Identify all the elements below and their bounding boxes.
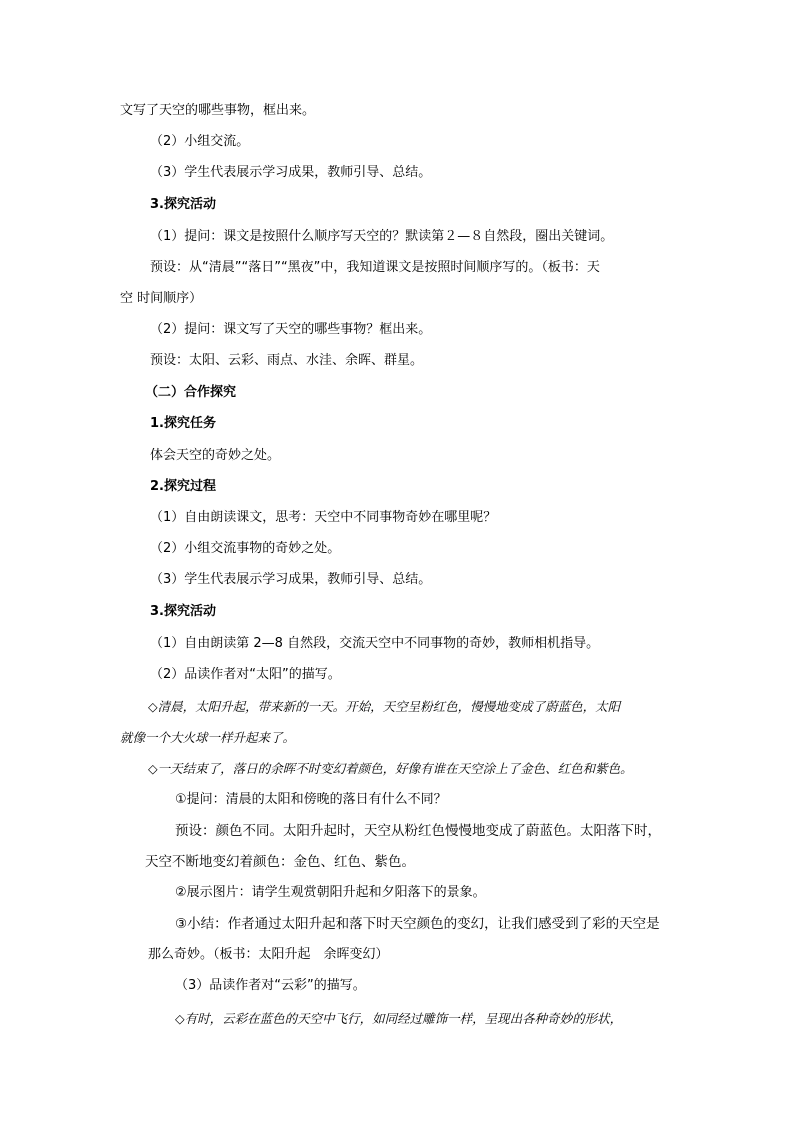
quote-line: ◇清晨，太阳升起，带来新的一天。开始，天空呈粉红色，慢慢地变成了蔚蓝色，太阳 (148, 699, 621, 714)
text-line: 预设：颜色不同。太阳升起时，天空从粉红色慢慢地变成了蔚蓝色。太阳落下时， (175, 823, 661, 839)
text-line: （2）提问：课文写了天空的哪些事物？框出来。 (150, 322, 432, 337)
text-line: 那么奇妙。（板书：太阳升起 余晖变幻） (148, 947, 389, 962)
section-heading: 3.探究活动 (150, 197, 216, 212)
text-line: 预设：从“清晨”“落日”“黑夜”中，我知道课文是按照时间顺序写的。（板书：天 (150, 260, 600, 275)
section-heading: 3.探究活动 (150, 604, 216, 619)
text-line: （3）品读作者对“云彩”的描写。 (175, 978, 366, 993)
text-line: 空 时间顺序） (120, 291, 203, 306)
text-line: （2）小组交流。 (150, 134, 250, 149)
text-line: （2）小组交流事物的奇妙之处。 (150, 541, 341, 556)
quote-line: ◇有时，云彩在蓝色的天空中飞行，如同经过雕饰一样，呈现出各种奇妙的形状， (175, 1011, 623, 1026)
text-line: 预设：太阳、云彩、雨点、水洼、余晖、群星。 (150, 353, 424, 368)
text-line: （3）学生代表展示学习成果，教师引导、总结。 (150, 165, 432, 180)
section-heading: 1.探究任务 (150, 416, 216, 431)
text-line: （3）学生代表展示学习成果，教师引导、总结。 (150, 572, 432, 587)
text-line: ②展示图片：请学生观赏朝阳升起和夕阳落下的景象。 (175, 885, 486, 900)
text-line: ①提问：清晨的太阳和傍晚的落日有什么不同？ (175, 792, 447, 807)
text-line: 文写了天空的哪些事物，框出来。 (120, 103, 316, 118)
text-line: （1）自由朗读第 2—8 自然段，交流天空中不同事物的奇妙，教师相机指导。 (150, 636, 600, 651)
section-heading: （二）合作探究 (145, 385, 237, 400)
quote-line: ◇一天结束了，落日的余晖不时变幻着颜色，好像有谁在天空涂上了金色、红色和紫色。 (148, 761, 633, 776)
section-heading: 2.探究过程 (150, 479, 216, 494)
quote-line: 就像一个大火球一样升起来了。 (120, 730, 296, 745)
text-line: （1）提问：课文是按照什么顺序写天空的？默读第２—８自然段，圈出关键词。 (150, 229, 614, 244)
text-line: 天空不断地变幻着颜色：金色、红色、紫色。 (145, 854, 415, 870)
text-line: （2）品读作者对“太阳”的描写。 (150, 667, 341, 682)
text-line: （1）自由朗读课文，思考：天空中不同事物奇妙在哪里呢？ (150, 510, 497, 525)
text-line: 体会天空的奇妙之处。 (150, 448, 281, 463)
text-line: ③小结：作者通过太阳升起和落下时天空颜色的变幻，让我们感受到了彩的天空是 (175, 916, 660, 932)
